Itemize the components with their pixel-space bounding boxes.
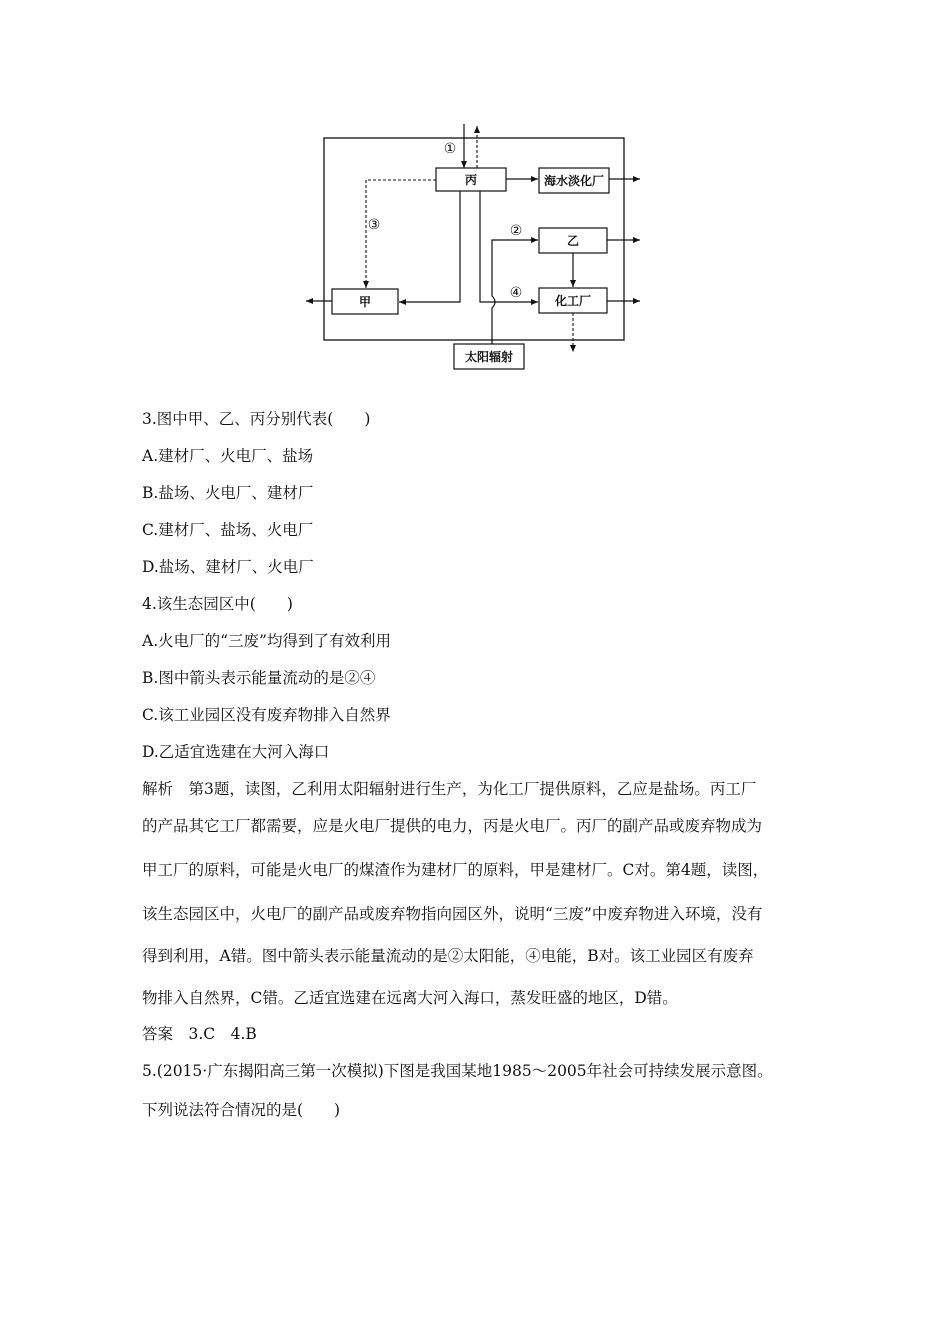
q4-option-a: A.火电厂的“三废”均得到了有效利用 <box>142 632 391 650</box>
question-4: 4.该生态园区中( ) <box>142 595 293 613</box>
answer: 答案 3.C 4.B <box>142 1025 257 1043</box>
q4-option-c: C.该工业园区没有废弃物排入自然界 <box>142 706 391 724</box>
analysis-line-2: 的产品其它工厂都需要，应是火电厂提供的电力，丙是火电厂。丙厂的副产品或废弃物成为 <box>142 817 763 835</box>
question-5-line-2: 下列说法符合情况的是( ) <box>142 1101 341 1119</box>
question-3: 3.图中甲、乙、丙分别代表( ) <box>142 410 371 428</box>
analysis-line-5: 得到利用，A错。图中箭头表示能量流动的是②太阳能，④电能，B对。该工业园区有废弃 <box>142 947 754 965</box>
jia-label: 甲 <box>358 295 372 309</box>
marker-2: ② <box>509 223 523 239</box>
chemical-label: 化工厂 <box>554 294 592 308</box>
question-5-line-1: 5.(2015·广东揭阳高三第一次模拟)下图是我国某地1985～2005年社会可持续发展示意图。 <box>142 1062 773 1080</box>
solar-label: 太阳辐射 <box>464 350 514 364</box>
q3-option-b: B.盐场、火电厂、建材厂 <box>142 484 314 502</box>
analysis-line-4: 该生态园区中，火电厂的副产品或废弃物指向园区外，说明“三废”中废弃物进入环境，没有 <box>142 905 763 923</box>
desalination-label: 海水淡化厂 <box>543 174 605 188</box>
q3-option-c: C.建材厂、盐场、火电厂 <box>142 521 314 539</box>
q3-option-d: D.盐场、建材厂、火电厂 <box>142 558 314 576</box>
q4-option-d: D.乙适宜选建在大河入海口 <box>142 743 330 761</box>
q3-option-a: A.建材厂、火电厂、盐场 <box>142 447 314 465</box>
marker-1: ① <box>443 141 457 157</box>
analysis-line-6: 物排入自然界，C错。乙适宜选建在远离大河入海口，蒸发旺盛的地区，D错。 <box>142 989 678 1007</box>
yi-label: 乙 <box>566 234 580 248</box>
eco-park-flow-diagram <box>300 112 660 374</box>
analysis-line-3: 甲工厂的原料，可能是火电厂的煤渣作为建材厂的原料，甲是建材厂。C对。第4题，读图， <box>142 861 769 879</box>
marker-4: ④ <box>509 285 523 301</box>
q4-option-b: B.图中箭头表示能量流动的是②④ <box>142 669 376 687</box>
analysis-line-1: 解析 第3题，读图，乙利用太阳辐射进行生产，为化工厂提供原料，乙应是盐场。丙工厂 <box>142 780 757 798</box>
bing-label: 丙 <box>464 173 478 187</box>
marker-3: ③ <box>367 217 381 233</box>
